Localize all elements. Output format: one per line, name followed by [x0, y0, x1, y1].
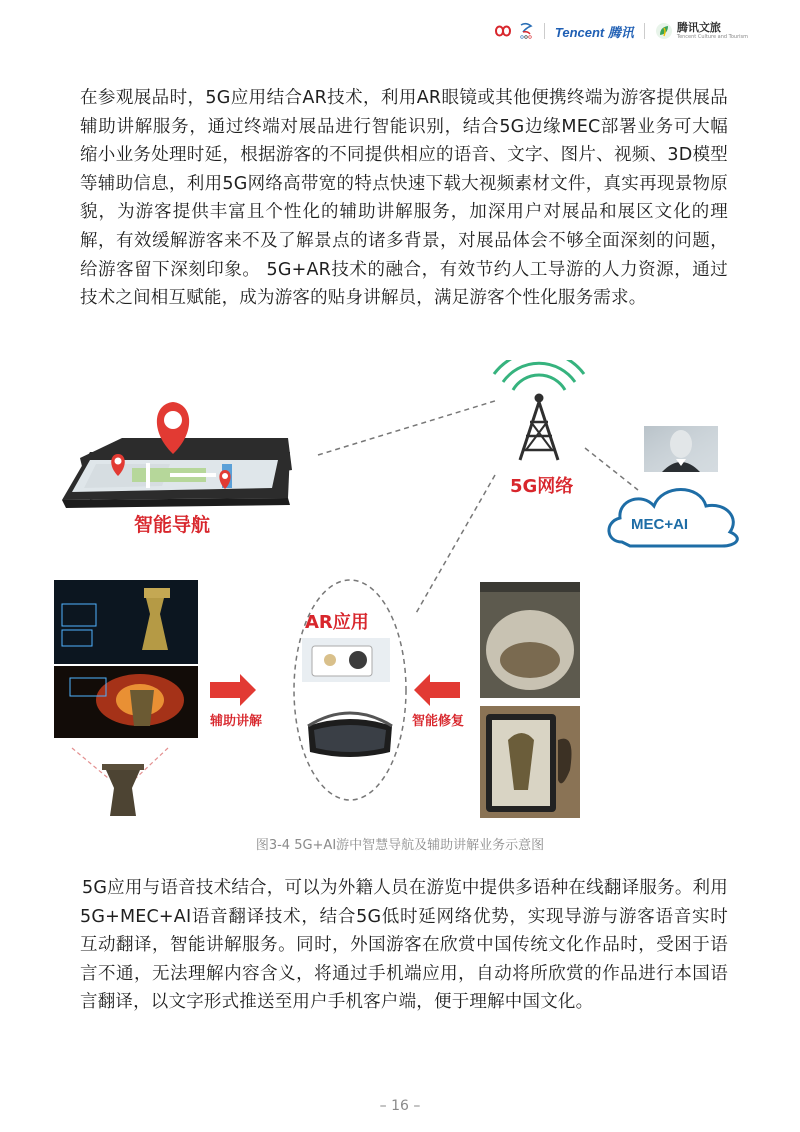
header-logos: [492, 18, 748, 44]
bronze-vessel-image: [102, 764, 144, 816]
china-unicom-logo: [492, 22, 534, 40]
ai-avatar-image: [644, 426, 718, 472]
tencent-culture-name: 腾讯文旅: [676, 21, 721, 34]
diagram-graphics: [50, 360, 750, 830]
page-number: – 16 –: [379, 1098, 421, 1114]
header-divider: [544, 23, 545, 39]
figure-diagram: [50, 360, 750, 830]
repair-360-photo-image: [480, 582, 580, 698]
signal-tower-icon: [494, 360, 584, 460]
arrow-left-icon: [414, 674, 460, 706]
label-mec-ai: MEC+AI: [631, 516, 689, 533]
repair-tablet-photo-image: [480, 706, 580, 818]
exhibit-ar-screens-image: [54, 580, 198, 738]
china-unicom-knot-icon: [492, 22, 514, 40]
olympic-emblem-icon: [518, 22, 534, 40]
label-ar-application: AR应用: [305, 612, 369, 633]
leaf-icon: [655, 22, 673, 40]
connector-5g-mec: [585, 448, 638, 490]
label-smart-repair: 智能修复: [412, 714, 465, 729]
body-paragraph-1: 在参观展品时，5G应用结合AR技术，利用AR眼镜或其他便携终端为游客提供展品辅助讲解服务，通过终端对展品进行智能识别，结合5G边缘MEC部署业务可大幅缩小业务处理时延，根据游客的不同提供相应的语音、文字、图片、视频、3D模型等辅助信息，利用5G网络高带宽的特点快速下载大视频素材文件，真实再现景物原貌，为游客提供丰富且个性化的辅助讲解服务，加深用户对展品和展区文化的理解，有效缓解游客来不及了解景点的诸多背景，对展品体会不够全面深刻的问题，给游客留下深刻印象。 5G+AR技术的融合，有效节约人工导游的人力资源，通过技术之间相互赋能，成为游客的贴身讲解员，满足游客个性化服务需求。: [80, 88, 728, 309]
header-divider: [644, 23, 645, 39]
label-assisted-explanation: 辅助讲解: [210, 714, 263, 729]
arrow-right-icon: [210, 674, 256, 706]
tencent-culture-subtitle: Tencent Culture and Tourism: [676, 34, 748, 40]
tencent-logo: Tencent 腾讯: [554, 24, 634, 40]
tencent-culture-logo: [655, 22, 748, 40]
label-5g-network: 5G网络: [510, 476, 574, 497]
connector-nav-5g: [318, 400, 498, 455]
ar-phone-image: [302, 638, 390, 682]
navigation-phone-icon: [62, 402, 292, 508]
label-smart-navigation: 智能导航: [134, 514, 211, 536]
ar-glasses-image: [308, 713, 392, 757]
body-paragraph-2: 5G应用与语音技术结合，可以为外籍人员在游览中提供多语种在线翻译服务。利用5G+MEC+AI语音翻译技术，结合5G低时延网络优势，实现导游与游客语音实时互动翻译，智能讲解服务。同时，外国游客在欣赏中国传统文化作品时，受困于语言不通，无法理解内容含义，将通过手机端应用，自动将所欣赏的作品进行本国语言翻译，以文字形式推送至用户手机客户端，便于理解中国文化。: [80, 878, 728, 1013]
figure-caption: 图3-4 5G+AI游中智慧导航及辅助讲解业务示意图: [255, 838, 545, 853]
